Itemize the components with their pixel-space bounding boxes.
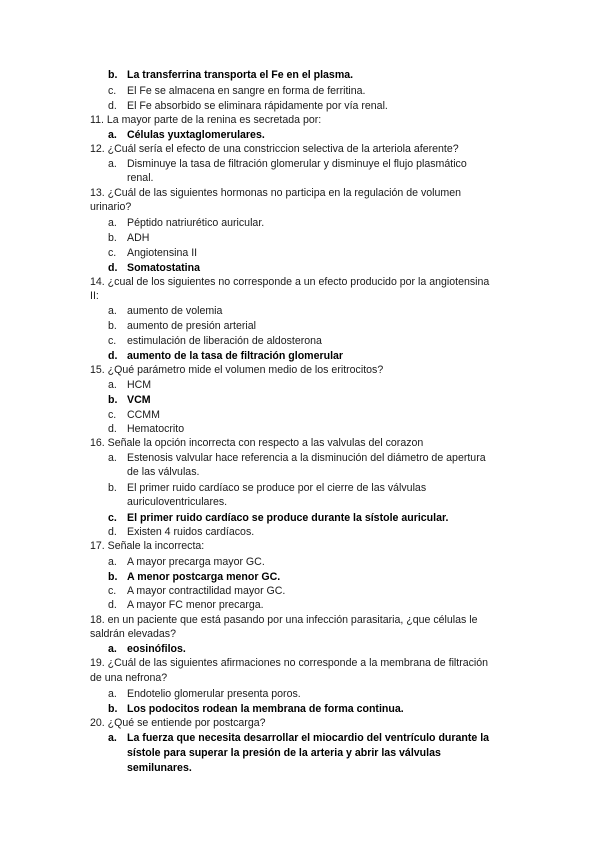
- question-line: 19. ¿Cuál de las siguientes afirmaciones no corresponde a la membrana de filtración: [90, 657, 489, 669]
- option-marker: d.: [108, 599, 117, 611]
- option-marker: a.: [108, 452, 117, 464]
- option-marker: a.: [108, 305, 117, 317]
- option-marker: b.: [108, 482, 117, 494]
- option-marker: d.: [108, 262, 118, 274]
- option-marker: a.: [108, 643, 117, 655]
- option-text: Estenosis valvular hace referencia a la disminución del diámetro de apertura: [127, 452, 486, 464]
- option-text: Disminuye la tasa de filtración glomerular y disminuye el flujo plasmático: [127, 158, 467, 170]
- option-text: El primer ruido cardíaco se produce durante la sístole auricular.: [127, 512, 449, 524]
- option-text: aumento de la tasa de filtración glomerular: [127, 350, 344, 362]
- option-marker: d.: [108, 423, 117, 435]
- option-text: El primer ruido cardíaco se produce por el cierre de las válvulas: [127, 482, 427, 494]
- option-text: Péptido natriurético auricular.: [127, 217, 265, 229]
- option-text: El Fe se almacena en sangre en forma de ferritina.: [127, 85, 366, 97]
- option-marker: b.: [108, 571, 118, 583]
- option-text: Los podocitos rodean la membrana de forma continua.: [127, 703, 404, 715]
- option-continuation: auriculoventriculares.: [127, 496, 228, 508]
- option-text: La fuerza que necesita desarrollar el miocardio del ventrículo durante la: [127, 732, 490, 744]
- option-text: A mayor FC menor precarga.: [127, 599, 264, 611]
- option-marker: b.: [108, 320, 117, 332]
- question-line: 15. ¿Qué parámetro mide el volumen medio de los eritrocitos?: [90, 364, 384, 376]
- option-continuation: sístole para superar la presión de la arteria y abrir las válvulas: [127, 747, 441, 759]
- option-marker: b.: [108, 69, 118, 81]
- option-text: ADH: [127, 232, 150, 244]
- option-text: Endotelio glomerular presenta poros.: [127, 688, 301, 700]
- option-text: A menor postcarga menor GC.: [127, 571, 281, 583]
- option-marker: c.: [108, 409, 117, 421]
- option-marker: a.: [108, 379, 117, 391]
- option-marker: c.: [108, 512, 117, 524]
- option-marker: c.: [108, 585, 117, 597]
- question-line: 13. ¿Cuál de las siguientes hormonas no participa en la regulación de volumen: [90, 187, 462, 199]
- option-marker: c.: [108, 335, 117, 347]
- option-marker: b.: [108, 703, 118, 715]
- option-text: Células yuxtaglomerulares.: [127, 129, 265, 141]
- option-text: HCM: [127, 379, 152, 391]
- option-marker: b.: [108, 394, 118, 406]
- option-text: aumento de presión arterial: [127, 320, 256, 332]
- option-text: Angiotensina II: [127, 247, 198, 259]
- question-line: 14. ¿cual de los siguientes no corresponde a un efecto producido por la angiotensina: [90, 276, 490, 288]
- option-text: A mayor contractilidad mayor GC.: [127, 585, 286, 597]
- option-marker: d.: [108, 350, 118, 362]
- question-line: urinario?: [90, 201, 132, 213]
- option-text: estimulación de liberación de aldosterona: [127, 335, 322, 347]
- question-line: 12. ¿Cuál sería el efecto de una constriccion selectiva de la arteriola aferente?: [90, 143, 459, 155]
- option-marker: a.: [108, 732, 117, 744]
- option-text: CCMM: [127, 409, 160, 421]
- option-text: Somatostatina: [127, 262, 200, 274]
- option-marker: a.: [108, 158, 117, 170]
- option-text: Hematocrito: [127, 423, 185, 435]
- option-marker: a.: [108, 556, 117, 568]
- option-text: A mayor precarga mayor GC.: [127, 556, 265, 568]
- option-marker: c.: [108, 247, 117, 259]
- question-line: II:: [90, 290, 99, 302]
- option-text: El Fe absorbido se eliminara rápidamente por vía renal.: [127, 100, 388, 112]
- question-line: 20. ¿Qué se entiende por postcarga?: [90, 717, 266, 729]
- option-marker: d.: [108, 100, 117, 112]
- option-marker: c.: [108, 85, 117, 97]
- question-line: 16. Señale la opción incorrecta con respecto a las valvulas del corazon: [90, 437, 424, 449]
- question-line: 18. en un paciente que está pasando por una infección parasitaria, ¿que células le: [90, 614, 478, 626]
- question-line: saldrán elevadas?: [90, 628, 176, 640]
- option-text: La transferrina transporta el Fe en el plasma.: [127, 69, 354, 81]
- question-line: 11. La mayor parte de la renina es secretada por:: [90, 114, 322, 126]
- option-text: eosinófilos.: [127, 643, 186, 655]
- question-line: 17. Señale la incorrecta:: [90, 540, 205, 552]
- option-text: Existen 4 ruidos cardíacos.: [127, 526, 255, 538]
- option-marker: b.: [108, 232, 117, 244]
- option-continuation: renal.: [127, 172, 154, 184]
- option-text: VCM: [127, 394, 151, 406]
- option-text: aumento de volemia: [127, 305, 223, 317]
- option-continuation: de las válvulas.: [127, 466, 200, 478]
- option-continuation: semilunares.: [127, 762, 192, 774]
- option-marker: d.: [108, 526, 117, 538]
- option-marker: a.: [108, 217, 117, 229]
- option-marker: a.: [108, 688, 117, 700]
- question-line: de una nefrona?: [90, 672, 168, 684]
- option-marker: a.: [108, 129, 117, 141]
